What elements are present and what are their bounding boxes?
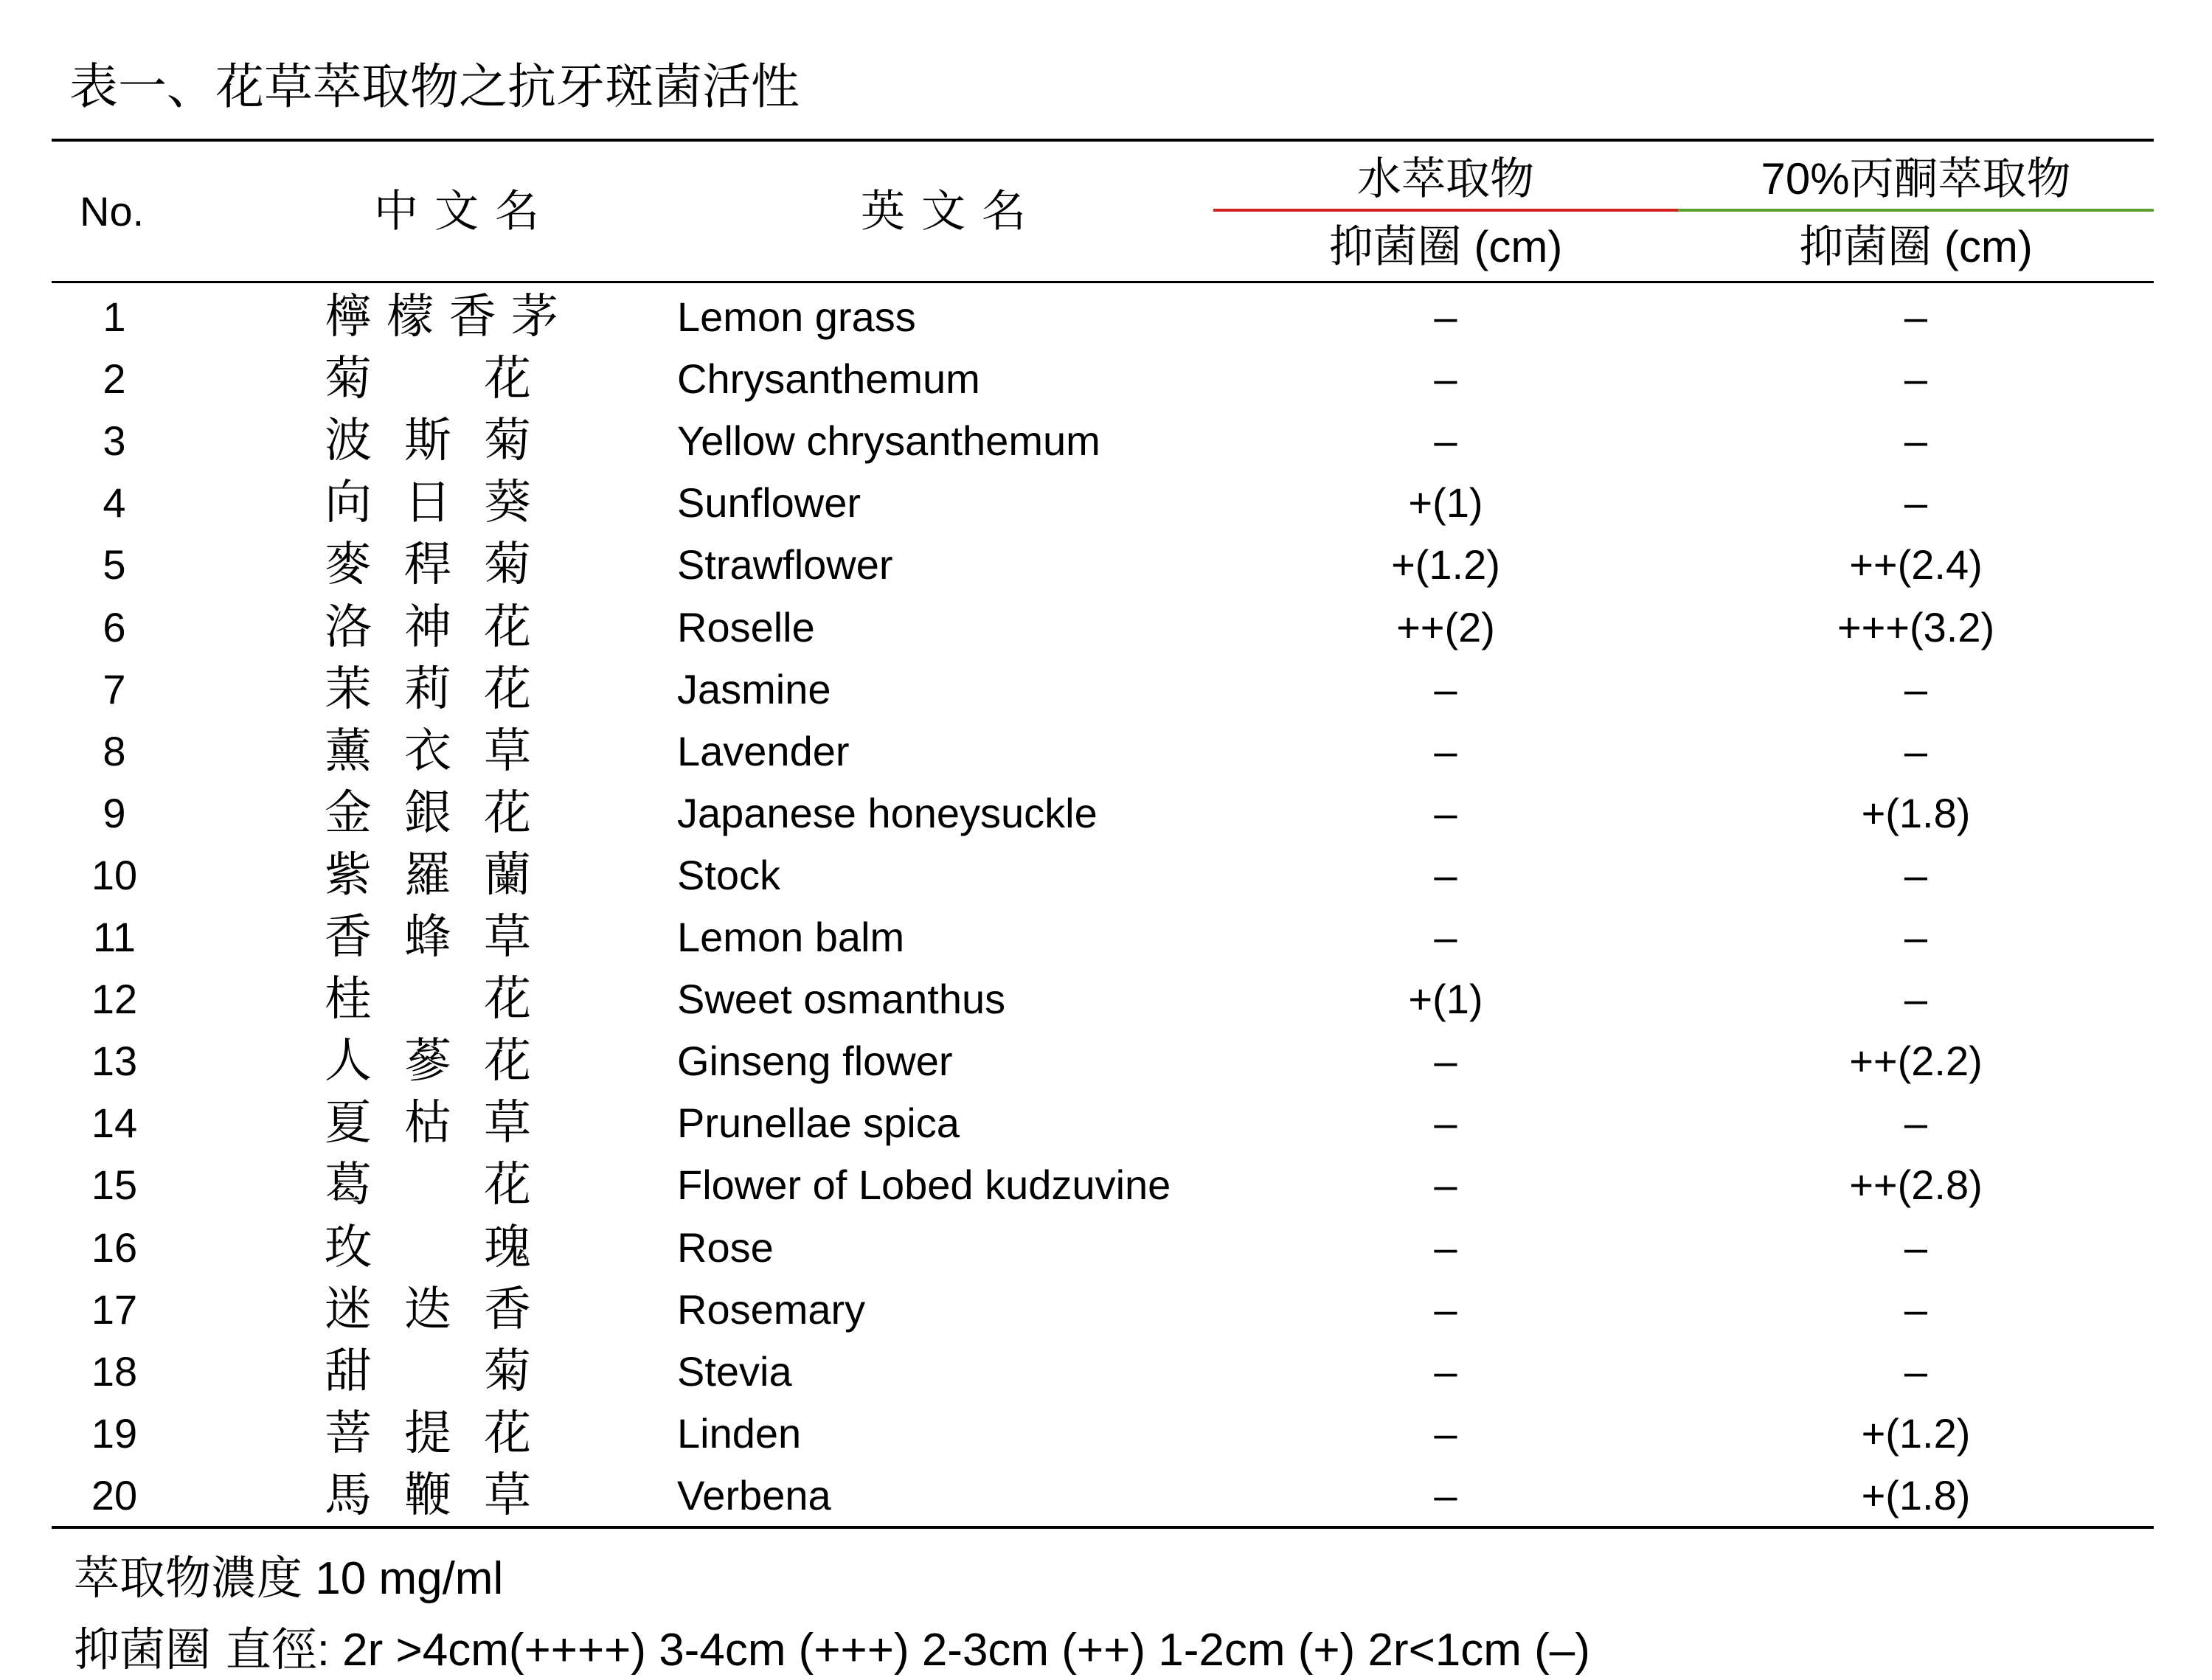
- row-number: 3: [103, 417, 126, 465]
- water-extract-cell: –: [1434, 1100, 1457, 1147]
- table-top-rule: [52, 139, 2154, 142]
- chinese-name-cell: 洛 神 花: [325, 600, 531, 655]
- water-extract-cell: –: [1434, 1223, 1457, 1271]
- chinese-name-cell: 夏 枯 草: [325, 1096, 531, 1151]
- chinese-name-cell: 波 斯 菊: [325, 414, 531, 469]
- table-row: [0, 534, 2212, 596]
- table-row: [0, 968, 2212, 1030]
- row-number: 15: [91, 1162, 138, 1209]
- english-name-cell: Verbena: [677, 1471, 831, 1518]
- english-name-cell: Lavender: [677, 727, 850, 774]
- inhibition-zone-label: 抑菌圈: [1328, 221, 1462, 273]
- table-title: 表一、花草萃取物之抗牙斑菌活性: [69, 58, 800, 115]
- water-extract-cell: –: [1434, 417, 1457, 465]
- acetone-extract-cell: –: [1904, 479, 1928, 527]
- table-row: [0, 410, 2212, 472]
- english-name-cell: Japanese honeysuckle: [677, 789, 1098, 836]
- acetone-extract-cell: –: [1904, 851, 1928, 898]
- english-name-cell: Lemon balm: [677, 914, 905, 960]
- concentration-value: 10 mg/ml: [315, 1553, 504, 1604]
- acetone-extract-cell: +(1.2): [1861, 1409, 1971, 1457]
- water-extract-cell: +(1): [1408, 976, 1483, 1023]
- row-number: 14: [91, 1100, 138, 1147]
- acetone-extract-cell: –: [1904, 914, 1928, 960]
- table-row: [0, 844, 2212, 906]
- chinese-name-cell: 迷 迭 香: [325, 1282, 531, 1337]
- row-number: 18: [91, 1347, 138, 1395]
- english-name-cell: Linden: [677, 1409, 802, 1457]
- header-water-inhibition-zone: [1213, 221, 1678, 273]
- english-name-cell: Prunellae spica: [677, 1100, 960, 1147]
- row-number: 13: [91, 1038, 138, 1085]
- table-row: [0, 472, 2212, 534]
- header-acetone-extract: 70%丙酮萃取物: [1761, 154, 2071, 204]
- table-row: [0, 782, 2212, 844]
- legend-text: : 2r >4cm(++++) 3-4cm (+++) 2-3cm (++) 1-2cm (+) 2r<1cm (–): [316, 1625, 1590, 1676]
- row-number: 17: [91, 1285, 138, 1333]
- table-row: [0, 721, 2212, 782]
- water-extract-cell: –: [1434, 1409, 1457, 1457]
- acetone-extract-cell: –: [1904, 1285, 1928, 1333]
- chinese-name-cell: 薰 衣 草: [325, 723, 531, 779]
- acetone-extract-cell: ++(2.8): [1849, 1162, 1983, 1209]
- chinese-name-cell: 麥 稈 菊: [325, 538, 531, 593]
- chinese-name-cell: 檸 檬 香 茅: [325, 290, 559, 344]
- table-row: [0, 1341, 2212, 1403]
- chinese-name-cell: 馬 鞭 草: [325, 1468, 531, 1523]
- row-number: 6: [103, 603, 126, 650]
- row-number: 16: [91, 1223, 138, 1271]
- water-extract-cell: –: [1434, 665, 1457, 712]
- chinese-name-cell: 甜 菊: [325, 1344, 531, 1399]
- chinese-name-cell: 菊 花: [325, 352, 531, 407]
- row-number: 5: [103, 541, 126, 589]
- chinese-name-cell: 桂 花: [325, 972, 531, 1027]
- english-name-cell: Chrysanthemum: [677, 355, 980, 403]
- english-name-cell: Roselle: [677, 603, 815, 650]
- water-extract-cell: ++(2): [1396, 603, 1495, 650]
- english-name-cell: Strawflower: [677, 541, 893, 589]
- water-extract-cell: –: [1434, 355, 1457, 403]
- english-name-cell: Ginseng flower: [677, 1038, 953, 1085]
- acetone-extract-cell: +(1.8): [1861, 1471, 1971, 1518]
- water-extract-cell: –: [1434, 1162, 1457, 1209]
- header-bottom-rule: [52, 281, 2154, 283]
- table-bottom-rule: [52, 1526, 2154, 1529]
- acetone-extract-cell: –: [1904, 355, 1928, 403]
- water-extract-cell: –: [1434, 1285, 1457, 1333]
- water-extract-cell: –: [1434, 1347, 1457, 1395]
- table-row: [0, 348, 2212, 410]
- acetone-extract-cell: ++(2.4): [1849, 541, 1983, 589]
- acetone-extract-cell: –: [1904, 417, 1928, 465]
- acetone-extract-cell: ++(2.2): [1849, 1038, 1983, 1085]
- row-number: 11: [92, 914, 136, 960]
- chinese-name-cell: 茉 莉 花: [325, 662, 531, 717]
- water-extract-cell: –: [1434, 1471, 1457, 1518]
- water-extract-cell: –: [1434, 914, 1457, 960]
- water-extract-cell: –: [1434, 851, 1457, 898]
- english-name-cell: Lemon grass: [677, 294, 916, 340]
- header-acetone-inhibition-zone: [1678, 221, 2154, 273]
- table-row: [0, 1279, 2212, 1341]
- acetone-extract-cell: –: [1904, 294, 1928, 340]
- english-name-cell: Sweet osmanthus: [677, 976, 1006, 1023]
- table-row: [0, 1154, 2212, 1216]
- row-number: 2: [103, 355, 126, 403]
- english-name-cell: Stock: [677, 851, 781, 898]
- acetone-extract-cell: –: [1904, 976, 1928, 1023]
- english-name-cell: Flower of Lobed kudzuvine: [677, 1162, 1171, 1209]
- acetone-extract-rule: [1678, 209, 2154, 212]
- english-name-cell: Yellow chrysanthemum: [677, 417, 1100, 465]
- inhibition-legend-note: [74, 1620, 1590, 1680]
- acetone-extract-cell: +(1.8): [1861, 789, 1971, 836]
- chinese-name-cell: 金 銀 花: [325, 785, 531, 841]
- legend-label: 抑菌圈 直徑: [74, 1622, 317, 1676]
- row-number: 12: [91, 976, 138, 1023]
- water-extract-rule: [1213, 209, 1678, 212]
- header-no: No.: [80, 188, 145, 235]
- concentration-note: [74, 1549, 503, 1608]
- english-name-cell: Sunflower: [677, 479, 861, 527]
- table-row: [0, 597, 2212, 659]
- table-row: [0, 1217, 2212, 1279]
- row-number: 20: [91, 1471, 138, 1518]
- inhibition-zone-unit: (cm): [1944, 222, 2033, 271]
- table-row: [0, 1465, 2212, 1527]
- english-name-cell: Rosemary: [677, 1285, 866, 1333]
- acetone-extract-cell: –: [1904, 727, 1928, 774]
- row-number: 9: [103, 789, 126, 836]
- chinese-name-cell: 人 蔘 花: [325, 1034, 531, 1089]
- header-english-name: 英文名: [861, 186, 1042, 237]
- chinese-name-cell: 玫 瑰: [325, 1220, 531, 1275]
- water-extract-cell: –: [1434, 727, 1457, 774]
- row-number: 7: [103, 665, 126, 712]
- acetone-extract-cell: –: [1904, 1100, 1928, 1147]
- water-extract-cell: –: [1434, 1038, 1457, 1085]
- water-extract-cell: +(1.2): [1391, 541, 1500, 589]
- row-number: 4: [103, 479, 126, 527]
- chinese-name-cell: 菩 提 花: [325, 1406, 531, 1461]
- row-number: 1: [103, 294, 126, 340]
- chinese-name-cell: 向 日 葵: [325, 476, 531, 531]
- acetone-extract-cell: +++(3.2): [1837, 603, 1995, 650]
- acetone-extract-cell: –: [1904, 1347, 1928, 1395]
- concentration-label: 萃取物濃度: [74, 1551, 303, 1605]
- inhibition-zone-label: 抑菌圈: [1799, 221, 1932, 273]
- water-extract-cell: –: [1434, 294, 1457, 340]
- table-row: [0, 1403, 2212, 1465]
- row-number: 8: [103, 727, 126, 774]
- row-number: 10: [91, 851, 138, 898]
- chinese-name-cell: 葛 花: [325, 1158, 531, 1213]
- table-row: [0, 906, 2212, 968]
- english-name-cell: Jasmine: [677, 665, 831, 712]
- header-water-extract: 水萃取物: [1357, 153, 1534, 205]
- acetone-extract-cell: –: [1904, 665, 1928, 712]
- chinese-name-cell: 香 蜂 草: [325, 910, 531, 965]
- table-row: [0, 1030, 2212, 1092]
- table-row: [0, 1092, 2212, 1154]
- english-name-cell: Stevia: [677, 1347, 792, 1395]
- header-chinese-name: 中文名: [374, 186, 555, 237]
- chinese-name-cell: 紫 羅 蘭: [325, 847, 531, 903]
- inhibition-zone-unit: (cm): [1474, 222, 1563, 271]
- water-extract-cell: –: [1434, 789, 1457, 836]
- row-number: 19: [91, 1409, 138, 1457]
- table-row: [0, 286, 2212, 348]
- acetone-extract-cell: –: [1904, 1223, 1928, 1271]
- table-row: [0, 659, 2212, 721]
- water-extract-cell: +(1): [1408, 479, 1483, 527]
- english-name-cell: Rose: [677, 1223, 774, 1271]
